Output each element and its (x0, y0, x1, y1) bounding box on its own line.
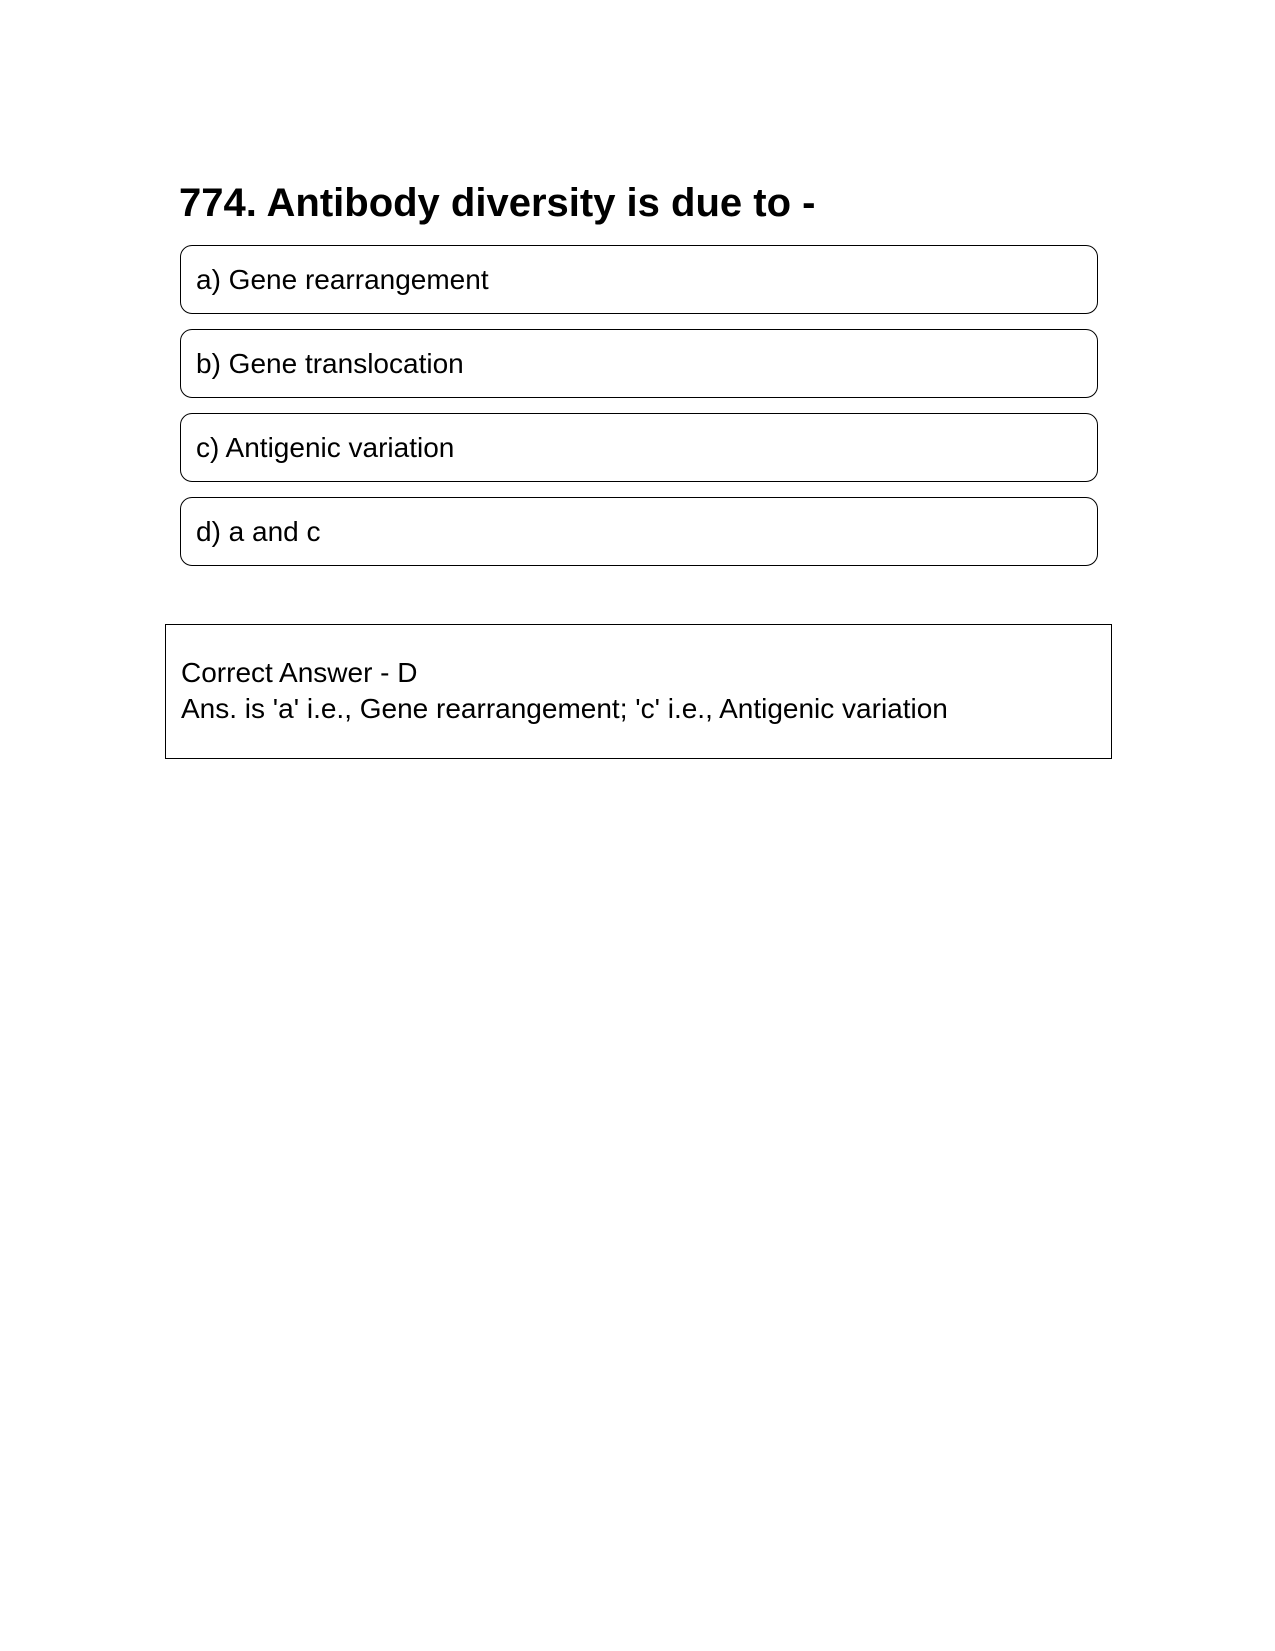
question-title (179, 178, 815, 228)
answer-explanation: Ans. is 'a' i.e., Gene rearrangement; 'c' i.e., Antigenic variation (181, 693, 948, 724)
question-text: Antibody diversity is due to - (266, 181, 816, 225)
option-d[interactable] (180, 497, 1098, 566)
correct-answer: Correct Answer - D (181, 657, 418, 688)
option-a[interactable] (180, 245, 1098, 314)
answer-box (165, 624, 1112, 759)
question-number: 774. (179, 181, 257, 225)
option-c[interactable] (180, 413, 1098, 482)
option-label: d) a and c (196, 515, 321, 547)
options-list (180, 245, 1098, 581)
option-label: c) Antigenic variation (196, 431, 455, 463)
option-label: a) Gene rearrangement (196, 263, 489, 295)
option-label: b) Gene translocation (196, 347, 464, 379)
option-b[interactable] (180, 329, 1098, 398)
